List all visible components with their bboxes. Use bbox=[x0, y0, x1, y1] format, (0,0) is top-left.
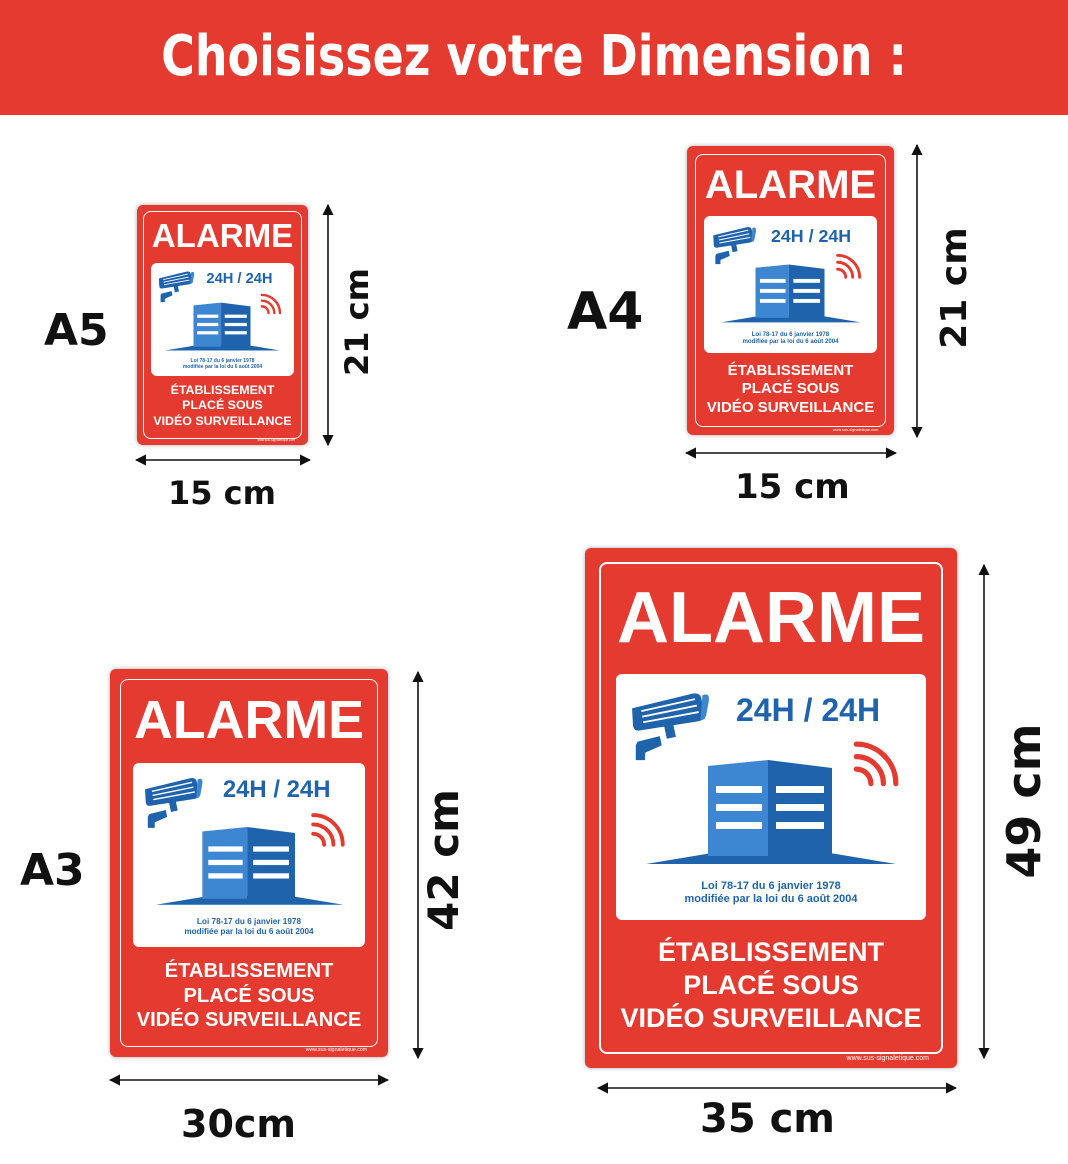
sign-bottom-text bbox=[687, 362, 894, 417]
sign-a5 bbox=[137, 205, 308, 445]
bottom-line-3: VIDÉO SURVEILLANCE bbox=[706, 398, 875, 416]
law-line-2: modifiée par la loi du 6 août 2004 bbox=[742, 338, 839, 346]
bottom-line-3: VIDÉO SURVEILLANCE bbox=[153, 413, 292, 428]
bottom-line-1: ÉTABLISSEMENT bbox=[727, 361, 854, 379]
bottom-line-2: PLACÉ SOUS bbox=[741, 380, 840, 398]
sign-a3 bbox=[110, 669, 388, 1057]
sign-pictogram-panel bbox=[704, 216, 877, 353]
sign-title: ALARME bbox=[151, 217, 294, 255]
law-line-1: Loi 78-17 du 6 janvier 1978 bbox=[196, 917, 302, 927]
sign-pictogram-panel bbox=[133, 763, 365, 947]
sign-large bbox=[585, 548, 957, 1068]
hours-label: 24H / 24H bbox=[206, 271, 273, 288]
sign-pictogram-panel bbox=[151, 263, 294, 376]
law-text bbox=[151, 358, 294, 370]
building-icon bbox=[165, 299, 280, 354]
bottom-line-3: VIDÉO SURVEILLANCE bbox=[620, 1002, 922, 1033]
size-label-a5: A5 bbox=[44, 305, 109, 356]
building-icon bbox=[156, 821, 343, 911]
height-label-large: 49 cm bbox=[997, 723, 1051, 879]
law-text bbox=[616, 880, 926, 906]
height-label-a5: 21 cm bbox=[338, 268, 376, 376]
size-label-a4: A4 bbox=[567, 282, 644, 342]
law-line-1: Loi 78-17 du 6 janvier 1978 bbox=[701, 880, 841, 892]
sign-bottom-text bbox=[137, 383, 308, 428]
bottom-line-2: PLACÉ SOUS bbox=[182, 398, 263, 413]
bottom-line-1: ÉTABLISSEMENT bbox=[657, 937, 884, 967]
law-line-1: Loi 78-17 du 6 janvier 1978 bbox=[751, 330, 830, 338]
camera-icon bbox=[628, 688, 712, 762]
width-label-large: 35 cm bbox=[700, 1096, 835, 1142]
sign-title: ALARME bbox=[617, 578, 925, 658]
height-label-a4: 21 cm bbox=[934, 227, 975, 349]
hours-label: 24H / 24H bbox=[771, 226, 852, 246]
height-label-a3: 42 cm bbox=[419, 789, 468, 931]
bottom-line-2: PLACÉ SOUS bbox=[683, 969, 859, 1000]
law-line-2: modifiée par la loi du 6 août 2004 bbox=[684, 893, 858, 906]
law-line-2: modifiée par la loi du 6 août 2004 bbox=[184, 926, 314, 936]
page-title: Choisissez votre Dimension : bbox=[161, 24, 907, 89]
building-icon bbox=[721, 260, 860, 327]
sign-bottom-text bbox=[110, 959, 388, 1033]
bottom-line-1: ÉTABLISSEMENT bbox=[170, 383, 275, 398]
hours-label: 24H / 24H bbox=[222, 776, 331, 804]
sign-title: ALARME bbox=[133, 690, 365, 751]
width-label-a3: 30cm bbox=[181, 1102, 297, 1146]
law-text bbox=[133, 917, 365, 937]
hours-label: 24H / 24H bbox=[736, 692, 881, 728]
sign-a4 bbox=[687, 146, 894, 435]
size-label-a3: A3 bbox=[20, 845, 85, 896]
law-line-2: modifiée par la loi du 6 août 2004 bbox=[182, 363, 263, 370]
sign-website: www.sus-signaletique.com bbox=[257, 438, 296, 443]
width-label-a4: 15 cm bbox=[735, 467, 850, 507]
bottom-line-3: VIDÉO SURVEILLANCE bbox=[136, 1009, 362, 1032]
sign-title: ALARME bbox=[704, 162, 877, 207]
law-line-1: Loi 78-17 du 6 janvier 1978 bbox=[190, 357, 255, 364]
sign-website: www.sus-signaletique.com bbox=[305, 1046, 368, 1053]
building-icon bbox=[646, 752, 896, 872]
sign-pictogram-panel bbox=[616, 674, 926, 920]
law-text bbox=[704, 331, 877, 346]
sign-bottom-text bbox=[585, 936, 957, 1035]
sign-website: www.sus-signaletique.com bbox=[832, 426, 879, 432]
width-label-a5: 15 cm bbox=[168, 474, 276, 512]
bottom-line-2: PLACÉ SOUS bbox=[183, 984, 315, 1007]
bottom-line-1: ÉTABLISSEMENT bbox=[164, 959, 334, 982]
sign-website: www.sus-signaletique.com bbox=[846, 1055, 929, 1062]
